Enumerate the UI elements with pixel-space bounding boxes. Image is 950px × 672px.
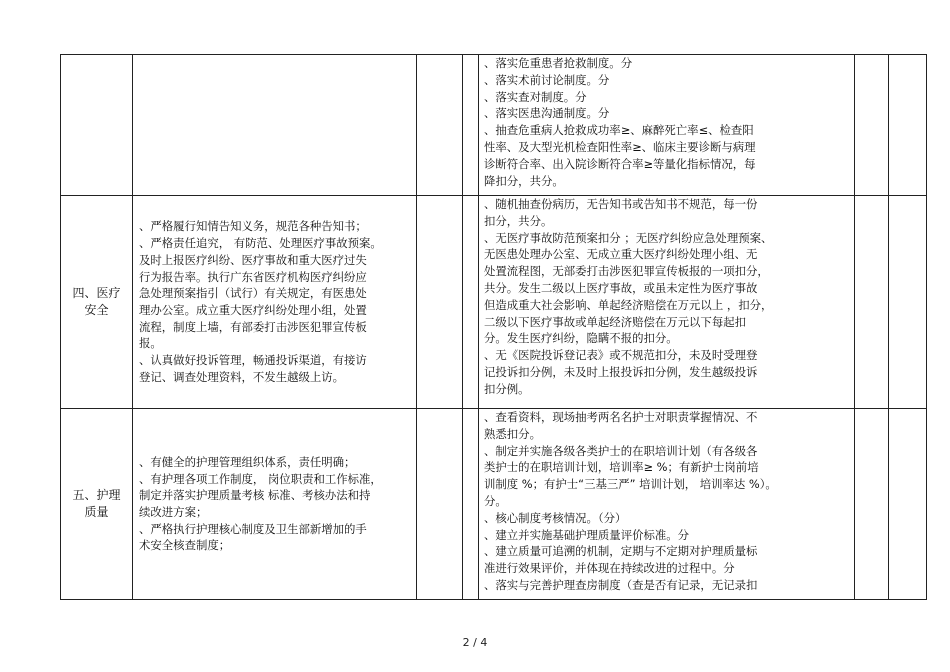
blank-cell [463, 409, 479, 600]
requirement-line: 、有健全的护理管理组织体系，责任明确； [139, 454, 356, 469]
standard-line: 分。发生医疗纠纷，隐瞒不报的扣分。 [484, 331, 678, 346]
requirement-line: 急处理预案指引（试行）有关规定，有医患处 [139, 286, 367, 301]
standard-line: 诊断符合率、出入院诊断符合率≥等量化指标情况，每 [484, 156, 756, 171]
standard-line: 、落实查对制度。分 [484, 89, 587, 104]
requirement-line: 、严格执行护理核心制度及卫生部新增加的手 [139, 521, 367, 536]
standard-line: 、抽查危重病人抢救成功率≥、麻醉死亡率≤、检查阳 [484, 123, 754, 138]
standard-line: 无医患处理办公室、无成立重大医疗纠纷处理小组、无 [484, 247, 758, 262]
requirement-line: 、有护理各项工作制度， 岗位职责和工作标准， [139, 471, 382, 486]
standard-line: 、落实术前讨论制度。分 [484, 72, 610, 87]
requirement-line: 术安全核查制度； [139, 538, 231, 553]
standard-line: 、随机抽查份病历，无告知书或告知书不规范，每一份 [484, 197, 758, 211]
table-row [61, 409, 927, 600]
standard-line: 、建立质量可追溯的机制，定期与不定期对护理质量标 [484, 544, 758, 559]
standard-line: 训制度 %；有护士“三基三严” 培训计划， 培训率达 %）。 [484, 477, 777, 492]
standard-line: 、制定并实施各级各类护士的在职培训计划（有各级各 [484, 443, 758, 458]
standard-line: 、落实危重患者抢救制度。分 [484, 56, 633, 70]
standard-line: 降扣分，共分。 [484, 173, 564, 188]
table-row [61, 196, 927, 409]
requirements-cell [133, 55, 417, 196]
requirements-cell [133, 409, 417, 600]
score-cell [417, 196, 463, 409]
blank-cell [463, 196, 479, 409]
standard-line: 但造成重大社会影响、单起经济赔偿在万元以上 ，扣分， [484, 297, 773, 312]
standard-line: 、查看资料，现场抽考两名名护士对职责掌握情况、不 [484, 410, 758, 424]
standards-cell [479, 409, 855, 600]
standard-line: 分。 [484, 493, 507, 508]
standards-cell [479, 196, 855, 409]
remark-cell [889, 196, 927, 409]
blank-cell [463, 55, 479, 196]
standard-line: 处置流程图，无部委打击涉医犯罪宣传板报的一项扣分， [484, 264, 769, 279]
standard-line: 准进行效果评价，并体现在持续改进的过程中。分 [484, 561, 735, 576]
requirement-line: 、严格责任追究， 有防范、处理医疗事故预案。 [139, 236, 382, 251]
standard-line: 、核心制度考核情况。（分） [484, 510, 627, 525]
requirement-line: 制定并落实护理质量考核 标准、考核办法和持 [139, 488, 371, 503]
requirement-line: 及时上报医疗纠纷、医疗事故和重大医疗过失 [139, 252, 367, 267]
standard-line: 、无《医院投诉登记表》或不规范扣分，未及时受理登 [484, 348, 758, 363]
standard-line: 类护士的在职培训计划，培训率≥ %；有新护士岗前培 [484, 460, 759, 475]
remark-cell [889, 409, 927, 600]
category-cell [61, 55, 133, 196]
requirement-line: 、认真做好投诉管理，畅通投诉渠道，有接访 [139, 353, 367, 368]
standard-line: 扣分例。 [484, 381, 530, 396]
deduction-cell [855, 409, 889, 600]
standard-line: 、建立并实施基础护理质量评价标准。分 [484, 527, 690, 542]
assessment-table [60, 54, 927, 600]
standard-line: 扣分，共分。 [484, 213, 553, 228]
remark-cell [889, 55, 927, 196]
requirement-line: 流程，制度上墙，有部委打击涉医犯罪宣传板 [139, 319, 367, 334]
score-cell [417, 55, 463, 196]
category-cell [61, 409, 133, 600]
table-row [61, 55, 927, 196]
standard-line: 共分。发生二级以上医疗事故，或虽未定性为医疗事故 [484, 280, 758, 295]
category-label: 四、医疗安全 [72, 286, 121, 317]
standard-line: 性率、及大型光机检查阳性率≥、临床主要诊断与病理 [484, 139, 756, 154]
requirement-line: 理办公室。成立重大医疗纠纷处理小组，处置 [139, 303, 367, 317]
standard-line: 熟悉扣分。 [484, 426, 541, 441]
standard-line: 二级以下医疗事故或单起经济赔偿在万元以下每起扣 [484, 314, 746, 329]
category-label: 五、护理质量 [72, 488, 121, 519]
deduction-cell [855, 55, 889, 196]
standards-cell [479, 55, 855, 196]
requirement-line: 登记、调查处理资料，不发生越级上访。 [139, 369, 345, 384]
deduction-cell [855, 196, 889, 409]
standard-line: 记投诉扣分例，未及时上报投诉扣分例，发生越级投诉 [484, 364, 758, 379]
requirement-line: 行为报告率。执行广东省医疗机构医疗纠纷应 [139, 269, 367, 284]
category-cell [61, 196, 133, 409]
requirement-line: 续改进方案； [139, 505, 208, 519]
standard-line: 、落实医患沟通制度。分 [484, 106, 610, 121]
requirement-line: 报。 [139, 336, 162, 351]
score-cell [417, 409, 463, 600]
requirement-line: 、严格履行知情告知义务，规范各种告知书； [139, 219, 367, 234]
standard-line: 、落实与完善护理查房制度（查是否有记录，无记录扣 [484, 577, 758, 592]
standard-line: 、无医疗事故防范预案扣分 ；无医疗纠纷应急处理预案、 [484, 230, 773, 245]
page-number: 2 / 4 [462, 636, 488, 649]
requirements-cell [133, 196, 417, 409]
